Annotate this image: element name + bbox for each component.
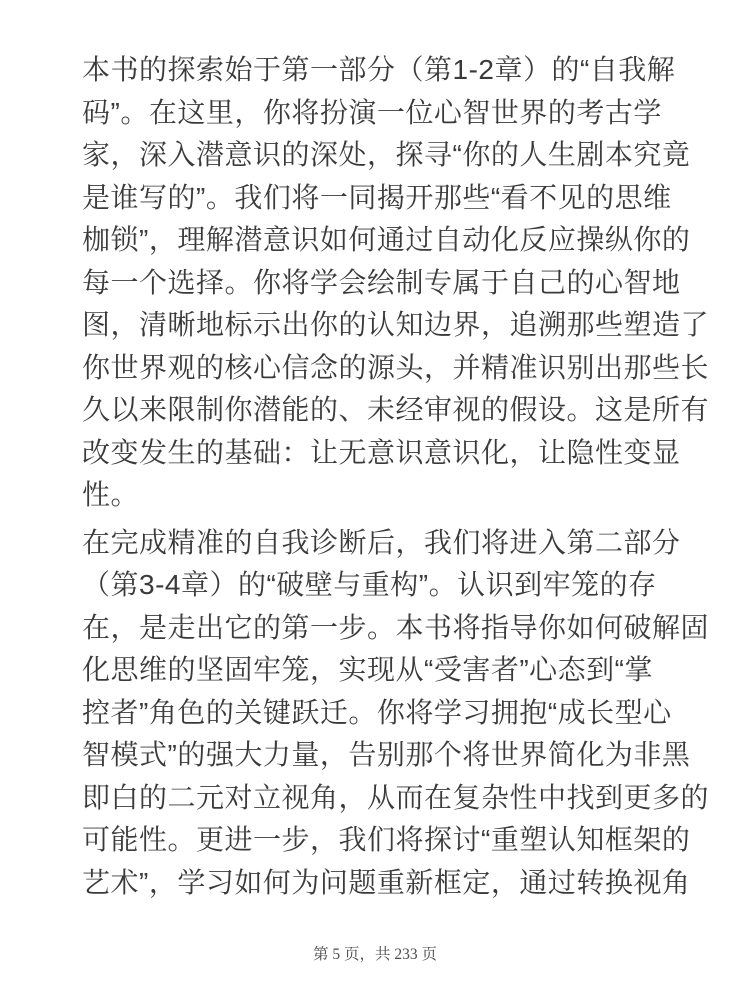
- text-line: 即白的二元对立视角，从而在复杂性中找到更多的: [82, 781, 710, 813]
- text-line: 你世界观的核心信念的源头，并精准识别出那些长: [82, 351, 710, 383]
- text-line: 是谁写的”。我们将一同揭开那些“看不见的思维: [82, 181, 672, 213]
- text-line: 每一个选择。你将学会绘制专属于自己的心智地: [82, 266, 681, 298]
- page-number-label: 第 5 页，共 233 页: [312, 946, 437, 963]
- text-line: 智模式”的强大力量，告别那个将世界简化为非黑: [82, 739, 691, 770]
- text-line: 可能性。更进一步，我们将探讨“重塑认知框架的: [82, 824, 691, 855]
- page-footer: [0, 944, 750, 966]
- text-line: （第3-4章）的“破壁与重构”。认识到牢笼的存: [82, 569, 657, 600]
- text-line: 在，是走出它的第一步。本书将指导你如何破解固: [82, 611, 710, 643]
- paragraph-2: [82, 522, 710, 905]
- text-line: 家，深入潜意识的深处，探寻“你的人生剧本究竟: [82, 139, 691, 170]
- text-line: 改变发生的基础：让无意识意识化，让隐性变显: [82, 436, 681, 468]
- text-line: 控者”角色的关键跃迁。你将学习拥抱“成长型心: [82, 696, 672, 728]
- text-line: 在完成精准的自我诊断后，我们将进入第二部分: [82, 526, 681, 558]
- text-line: 枷锁”，理解潜意识如何通过自动化反应操纵你的: [82, 224, 691, 255]
- paragraph-1: [82, 49, 710, 517]
- text-line: 本书的探索始于第一部分（第1-2章）的“自我解: [82, 54, 676, 85]
- text-line: 久以来限制你潜能的、未经审视的假设。这是所有: [82, 394, 710, 425]
- text-line: 码”。在这里，你将扮演一位心智世界的考古学: [82, 96, 662, 128]
- text-line: 图，清晰地标示出你的认知边界，追溯那些塑造了: [82, 309, 710, 340]
- text-line: 艺术”，学习如何为问题重新框定，通过转换视角: [82, 866, 691, 898]
- text-line: 性。: [82, 479, 140, 510]
- text-line: 化思维的坚固牢笼，实现从“受害者”心态到“掌: [82, 654, 653, 685]
